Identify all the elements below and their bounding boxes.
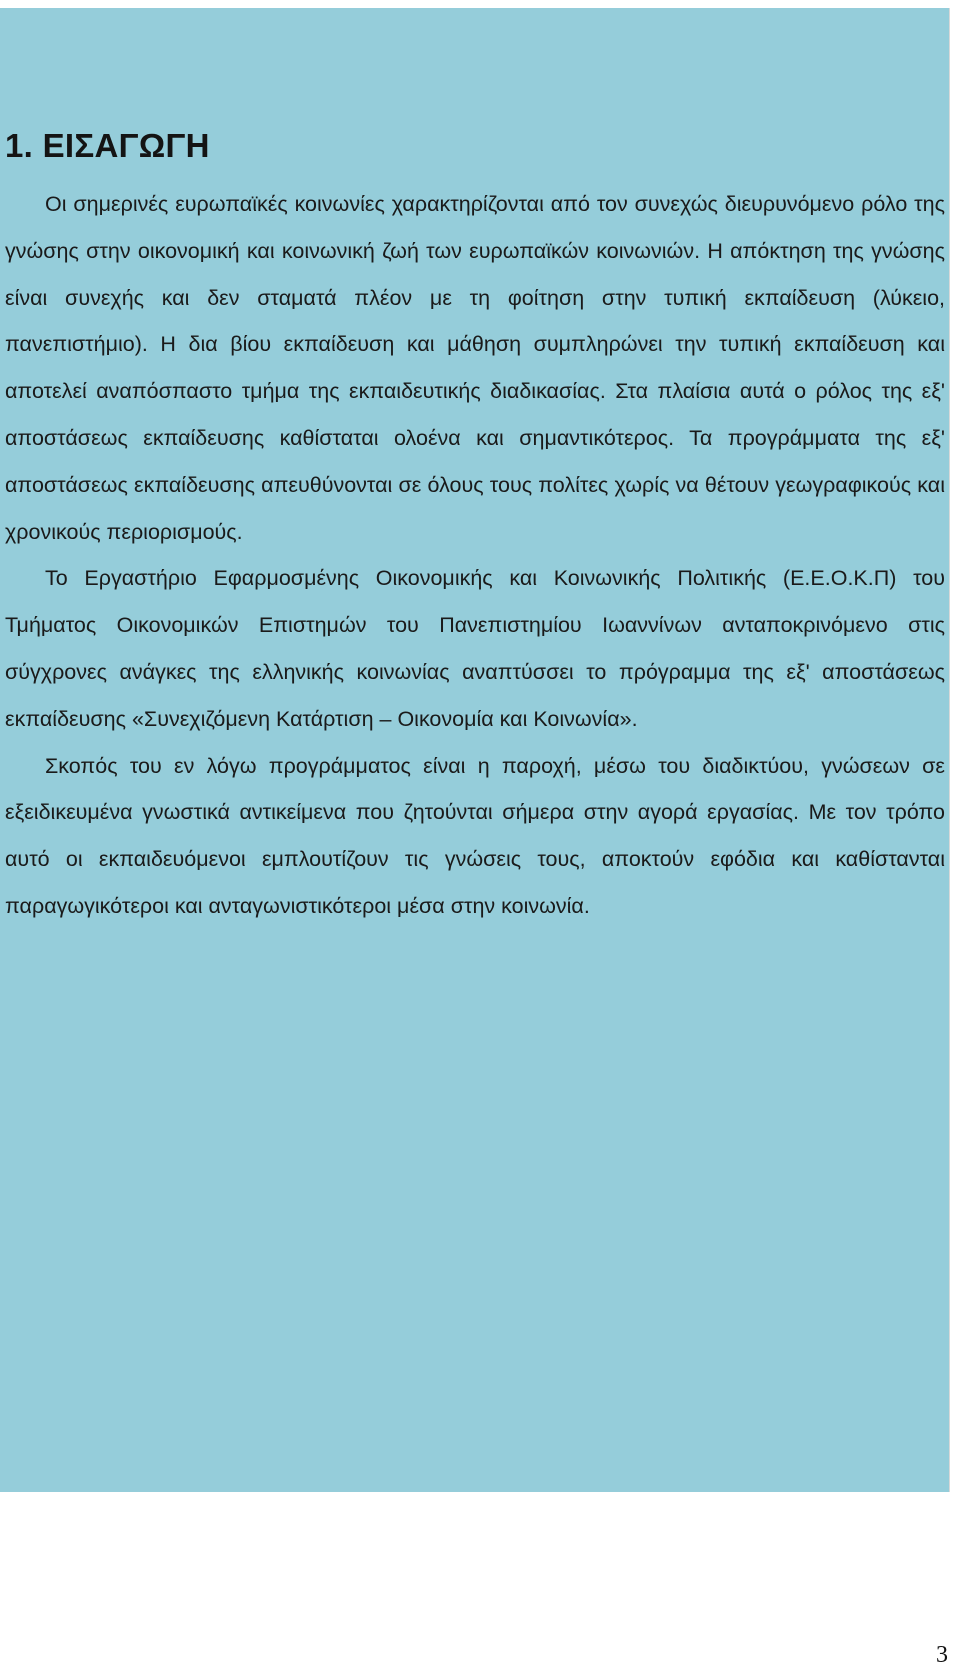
page-number: 3 [936,1642,948,1668]
paragraph-laboratory: Το Εργαστήριο Εφαρμοσμένης Οικονομικής και Κοινωνικής Πολιτικής (Ε.Ε.Ο.Κ.Π) του Τμήματος Οικονομικών Επιστημών του Πανεπιστημίου Ιωαννίνων ανταποκρινόμενο στις σύγχρονες ανάγκες της ελληνικής κοινωνίας αναπτύσσει το πρόγραμμα της εξ' αποστάσεως εκπαίδευσης «Συνεχιζόμενη Κατάρτιση – Οικονομία και Κοινωνία». [5,566,945,731]
body-text [5,181,945,930]
paragraph-purpose: Σκοπός του εν λόγω προγράμματος είναι η παροχή, μέσω του διαδικτύου, γνώσεων σε εξειδικευμένα γνωστικά αντικείμενα που ζητούνται σήμερα στην αγορά εργασίας. Με τον τρόπο αυτό οι εκπαιδευόμενοι εμπλουτίζουν τις γνώσεις τους, αποκτούν εφόδια και καθίστανται παραγωγικότεροι και ανταγωνιστικότεροι μέσα στην κοινωνία. [5,753,945,918]
paragraph-intro: Οι σημερινές ευρωπαϊκές κοινωνίες χαρακτηρίζονται από τον συνεχώς διευρυνόμενο ρόλο της γνώσης στην οικονομική και κοινωνική ζωή των ευρωπαϊκών κοινωνιών. Η απόκτηση της γνώσης είναι συνεχής και δεν σταματά πλέον με τη φοίτηση στην τυπική εκπαίδευση (λύκειο, πανεπιστήμιο). Η δια βίου εκπαίδευση και μάθηση συμπληρώνει την τυπική εκπαίδευση και αποτελεί αναπόσπαστο τμήμα της εκπαιδευτικής διαδικασίας. Στα πλαίσια αυτά ο ρόλος της εξ' αποστάσεως εκπαίδευσης καθίσταται ολοένα και σημαντικότερος. Τα προγράμματα της εξ' αποστάσεως εκπαίδευσης απευθύνονται σε όλους τους πολίτες χωρίς να θέτουν γεωγραφικούς και χρονικούς περιορισμούς. [5,192,945,544]
section-heading: 1. ΕΙΣΑΓΩΓΗ [5,127,210,164]
text-frame [0,8,950,1492]
